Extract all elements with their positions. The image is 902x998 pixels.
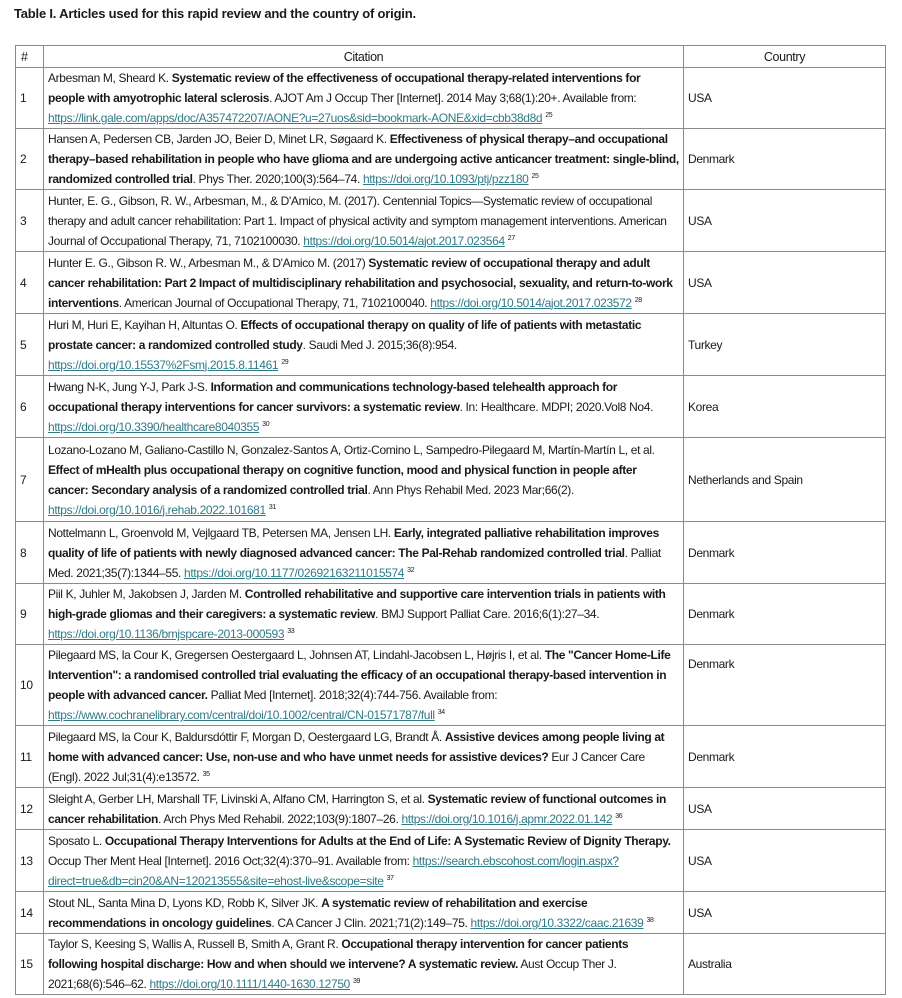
- citation-authors: Arbesman M, Sheard K.: [48, 71, 172, 85]
- citation-cell: [44, 68, 684, 129]
- table-row: [16, 190, 886, 252]
- reference-number: 30: [262, 420, 270, 428]
- country-cell: Denmark: [684, 726, 886, 788]
- reference-number: 25: [531, 173, 539, 180]
- citation-source: Occup Ther Ment Heal [Internet]. 2016 Oct;32(4):370–91. Available from:: [48, 853, 413, 868]
- citation-authors: Lozano-Lozano M, Galiano-Castillo N, Gonzalez-Santos A, Ortiz-Comino L, Sampedro-Pilegaard M, Martín-Martín L, et al.: [48, 442, 655, 457]
- reference-number: 38: [646, 916, 654, 924]
- citation-authors: Pilegaard MS, la Cour K, Gregersen Oestergaard L, Johnsen AT, Lindahl-Jacobsen L, Højris I, et al.: [48, 648, 545, 662]
- reference-number: 29: [281, 358, 289, 366]
- citation-source: . Ann Phys Rehabil Med. 2023 Mar;66(2).: [367, 482, 574, 497]
- row-number: 13: [16, 830, 44, 892]
- citation-source: . Phys Ther. 2020;100(3):564–74.: [192, 172, 363, 186]
- reference-number: 31: [268, 503, 276, 511]
- citation-link[interactable]: https://www.cochranelibrary.com/central/doi/10.1002/central/CN-01571787/full: [48, 708, 435, 722]
- header-number: #: [16, 46, 44, 68]
- citation-source: . Saudi Med J. 2015;36(8):954.: [302, 337, 457, 352]
- citation-link[interactable]: https://doi.org/10.1177/02692163211015574: [184, 565, 405, 580]
- citation-source: . CA Cancer J Clin. 2021;71(2):149–75.: [271, 915, 471, 930]
- citation-cell: [44, 726, 684, 788]
- country-cell: Denmark: [684, 645, 886, 726]
- country-cell: USA: [684, 190, 886, 252]
- citation-link[interactable]: https://doi.org/10.1016/j.apmr.2022.01.142: [401, 811, 613, 826]
- citation-authors: Taylor S, Keesing S, Wallis A, Russell B, Smith A, Grant R.: [48, 937, 342, 951]
- citation-source: . In: Healthcare. MDPI; 2020.Vol8 No4.: [459, 399, 654, 414]
- row-number: 14: [16, 892, 44, 934]
- citation-authors: Nottelmann L, Groenvold M, Vejlgaard TB, Petersen MA, Jensen LH.: [48, 525, 394, 540]
- citation-source: . BMJ Support Palliat Care. 2016;6(1):27–34.: [375, 607, 600, 621]
- citation-title: Information and communications technology-based telehealth approach for occupational therapy interventions for cancer survivors: a systematic review: [48, 379, 618, 414]
- row-number: 4: [16, 252, 44, 314]
- country-cell: Denmark: [684, 584, 886, 645]
- table-row: [16, 376, 886, 438]
- reference-number: 32: [407, 566, 415, 574]
- table-row: [16, 934, 886, 995]
- citation-source: . AJOT Am J Occup Ther [Internet]. 2014 May 3;68(1):20+. Available from:: [269, 91, 637, 105]
- citation-link[interactable]: https://doi.org/10.1016/j.rehab.2022.101681: [48, 502, 266, 517]
- table-row: [16, 129, 886, 190]
- citation-cell: [44, 892, 684, 934]
- row-number: 6: [16, 376, 44, 438]
- row-number: 5: [16, 314, 44, 376]
- reference-number: 28: [634, 296, 642, 304]
- row-number: 7: [16, 438, 44, 522]
- citation-title: Systematic review of functional outcomes in cancer rehabilitation: [48, 791, 666, 826]
- citation-source: . Arch Phys Med Rehabil. 2022;103(9):1807–26.: [158, 811, 402, 826]
- citation-link[interactable]: https://doi.org/10.3390/healthcare8040355: [48, 419, 260, 434]
- row-number: 15: [16, 934, 44, 995]
- table-row: [16, 522, 886, 584]
- articles-table: [15, 45, 886, 995]
- citation-title: A systematic review of rehabilitation and exercise recommendations in oncology guidelines: [48, 895, 588, 930]
- row-number: 12: [16, 788, 44, 830]
- citation-link[interactable]: https://link.gale.com/apps/doc/A357472207/AONE?u=27uos&sid=bookmark-AONE&xid=cbb38d8d: [48, 111, 543, 125]
- citation-cell: [44, 934, 684, 995]
- table-row: [16, 252, 886, 314]
- table-caption: Table I. Articles used for this rapid review and the country of origin.: [14, 6, 416, 21]
- reference-number: 25: [545, 112, 553, 119]
- citation-cell: [44, 645, 684, 726]
- citation-cell: [44, 438, 684, 522]
- country-cell: Denmark: [684, 129, 886, 190]
- citation-title: Effect of mHealth plus occupational therapy on cognitive function, mood and physical function in people after cancer: Secondary analysis of a randomized controlled trial: [48, 462, 637, 497]
- citation-authors: Hwang N-K, Jung Y-J, Park J-S.: [48, 379, 211, 394]
- citation-authors: Piil K, Juhler M, Jakobsen J, Jarden M.: [48, 587, 245, 601]
- country-cell: USA: [684, 892, 886, 934]
- table-row: [16, 892, 886, 934]
- citation-title: Assistive devices among people living at home with advanced cancer: Use, non-use and who have unmet needs for assistive devices?: [48, 729, 665, 764]
- country-cell: USA: [684, 68, 886, 129]
- citation-authors: Huri M, Huri E, Kayihan H, Altuntas O.: [48, 317, 241, 332]
- header-citation: Citation: [44, 46, 684, 68]
- citation-link[interactable]: https://doi.org/10.15537%2Fsmj.2015.8.11461: [48, 357, 279, 372]
- citation-title: Systematic review of the effectiveness of occupational therapy-related interventions for people with amyotrophic lateral sclerosis: [48, 71, 641, 105]
- reference-number: 27: [507, 234, 515, 242]
- citation-cell: [44, 522, 684, 584]
- citation-title: Controlled rehabilitative and supportive care intervention trials in patients with high-grade gliomas and their caregivers: a systematic review: [48, 587, 666, 621]
- row-number: 1: [16, 68, 44, 129]
- country-cell: Korea: [684, 376, 886, 438]
- table-header-row: [16, 46, 886, 68]
- table-row: [16, 645, 886, 726]
- citation-link[interactable]: https://doi.org/10.1136/bmjspcare-2013-000593: [48, 627, 285, 641]
- citation-cell: [44, 314, 684, 376]
- citation-cell: [44, 129, 684, 190]
- citation-title: The "Cancer Home-Life Intervention": a randomised controlled trial evaluating the efficacy of an occupational therapy-based intervention in people with advanced cancer.: [48, 648, 671, 702]
- citation-authors: Hunter E. G., Gibson R. W., Arbesman M., & D'Amico M. (2017): [48, 255, 369, 270]
- citation-cell: [44, 190, 684, 252]
- row-number: 2: [16, 129, 44, 190]
- country-cell: Australia: [684, 934, 886, 995]
- table-row: [16, 584, 886, 645]
- citation-link[interactable]: https://doi.org/10.3322/caac.21639: [470, 915, 644, 930]
- table-row: [16, 726, 886, 788]
- country-cell: Netherlands and Spain: [684, 438, 886, 522]
- citation-authors: Sleight A, Gerber LH, Marshall TF, Livinski A, Alfano CM, Harrington S, et al.: [48, 791, 428, 806]
- country-cell: Turkey: [684, 314, 886, 376]
- citation-title: Early, integrated palliative rehabilitation improves quality of life of patients with newly diagnosed advanced cancer: The Pal-Rehab randomized controlled trial: [48, 525, 659, 560]
- citation-source: Eur J Cancer Care (Engl). 2022 Jul;31(4):e13572.: [48, 749, 645, 784]
- table-body: [16, 68, 886, 995]
- country-cell: Denmark: [684, 522, 886, 584]
- country-cell: USA: [684, 788, 886, 830]
- citation-link[interactable]: https://search.ebscohost.com/login.aspx?direct=true&db=cin20&AN=120213555&site=ehost-live&scope=site: [48, 853, 619, 888]
- citation-authors: Hunter, E. G., Gibson, R. W., Arbesman, M., & D'Amico, M. (2017). Centennial Topics—Systematic review of occupational therapy and adult cancer rehabilitation: Part 1. Impact of physical activity and symptom management interventions. American Journal of Occupational Therapy, 71, 7102100030.: [48, 193, 667, 248]
- row-number: 8: [16, 522, 44, 584]
- header-country: Country: [684, 46, 886, 68]
- citation-link[interactable]: https://doi.org/10.5014/ajot.2017.023564: [303, 233, 505, 248]
- table-row: [16, 68, 886, 129]
- reference-number: 39: [352, 978, 361, 985]
- table-row: [16, 438, 886, 522]
- citation-title: Occupational therapy intervention for cancer patients following hospital discharge: How and when should we intervene? A systematic review.: [48, 937, 629, 971]
- reference-number: 34: [437, 709, 445, 716]
- country-cell: USA: [684, 252, 886, 314]
- reference-number: 36: [615, 812, 623, 820]
- citation-authors: Pilegaard MS, la Cour K, Baldursdóttir F, Morgan D, Oestergaard LG, Brandt Å.: [48, 729, 445, 744]
- citation-cell: [44, 788, 684, 830]
- citation-cell: [44, 830, 684, 892]
- citation-title: Effectiveness of physical therapy–and occupational therapy–based rehabilitation in people who have glioma and are undergoing active anticancer treatment: single-blind, randomized controlled trial: [48, 132, 679, 186]
- table-row: [16, 788, 886, 830]
- citation-source: . Palliat Med. 2021;35(7):1344–55.: [48, 545, 661, 580]
- table-row: [16, 314, 886, 376]
- row-number: 9: [16, 584, 44, 645]
- reference-number: 37: [386, 874, 394, 882]
- reference-number: 33: [287, 628, 295, 635]
- citation-authors: Stout NL, Santa Mina D, Lyons KD, Robb K, Silver JK.: [48, 895, 322, 910]
- citation-source: . American Journal of Occupational Therapy, 71, 7102100040.: [118, 295, 431, 310]
- citation-title: Occupational Therapy Interventions for Adults at the End of Life: A Systematic Review of Dignity Therapy.: [104, 833, 671, 848]
- citation-authors: Sposato L.: [48, 833, 105, 848]
- citation-source: Aust Occup Ther J. 2021;68(6):546–62.: [48, 957, 617, 991]
- citation-cell: [44, 252, 684, 314]
- citation-link[interactable]: https://doi.org/10.1111/1440-1630.12750: [149, 977, 350, 991]
- table-row: [16, 830, 886, 892]
- citation-authors: Hansen A, Pedersen CB, Jarden JO, Beier D, Minet LR, Søgaard K.: [48, 132, 390, 146]
- citation-source: Palliat Med [Internet]. 2018;32(4):744-756. Available from:: [207, 688, 498, 702]
- citation-title: Systematic review of occupational therapy and adult cancer rehabilitation: Part 2 Impact of multidisciplinary rehabilitation and psychosocial, sexuality, and return-to-work interventions: [48, 255, 673, 310]
- citation-cell: [44, 376, 684, 438]
- citation-link[interactable]: https://doi.org/10.1093/ptj/pzz180: [362, 172, 529, 186]
- citation-cell: [44, 584, 684, 645]
- country-cell: USA: [684, 830, 886, 892]
- row-number: 11: [16, 726, 44, 788]
- row-number: 10: [16, 645, 44, 726]
- row-number: 3: [16, 190, 44, 252]
- citation-link[interactable]: https://doi.org/10.5014/ajot.2017.023572: [430, 295, 632, 310]
- reference-number: 35: [202, 770, 210, 778]
- citation-title: Effects of occupational therapy on quality of life of patients with metastatic prostate cancer: a randomized controlled study: [48, 317, 642, 352]
